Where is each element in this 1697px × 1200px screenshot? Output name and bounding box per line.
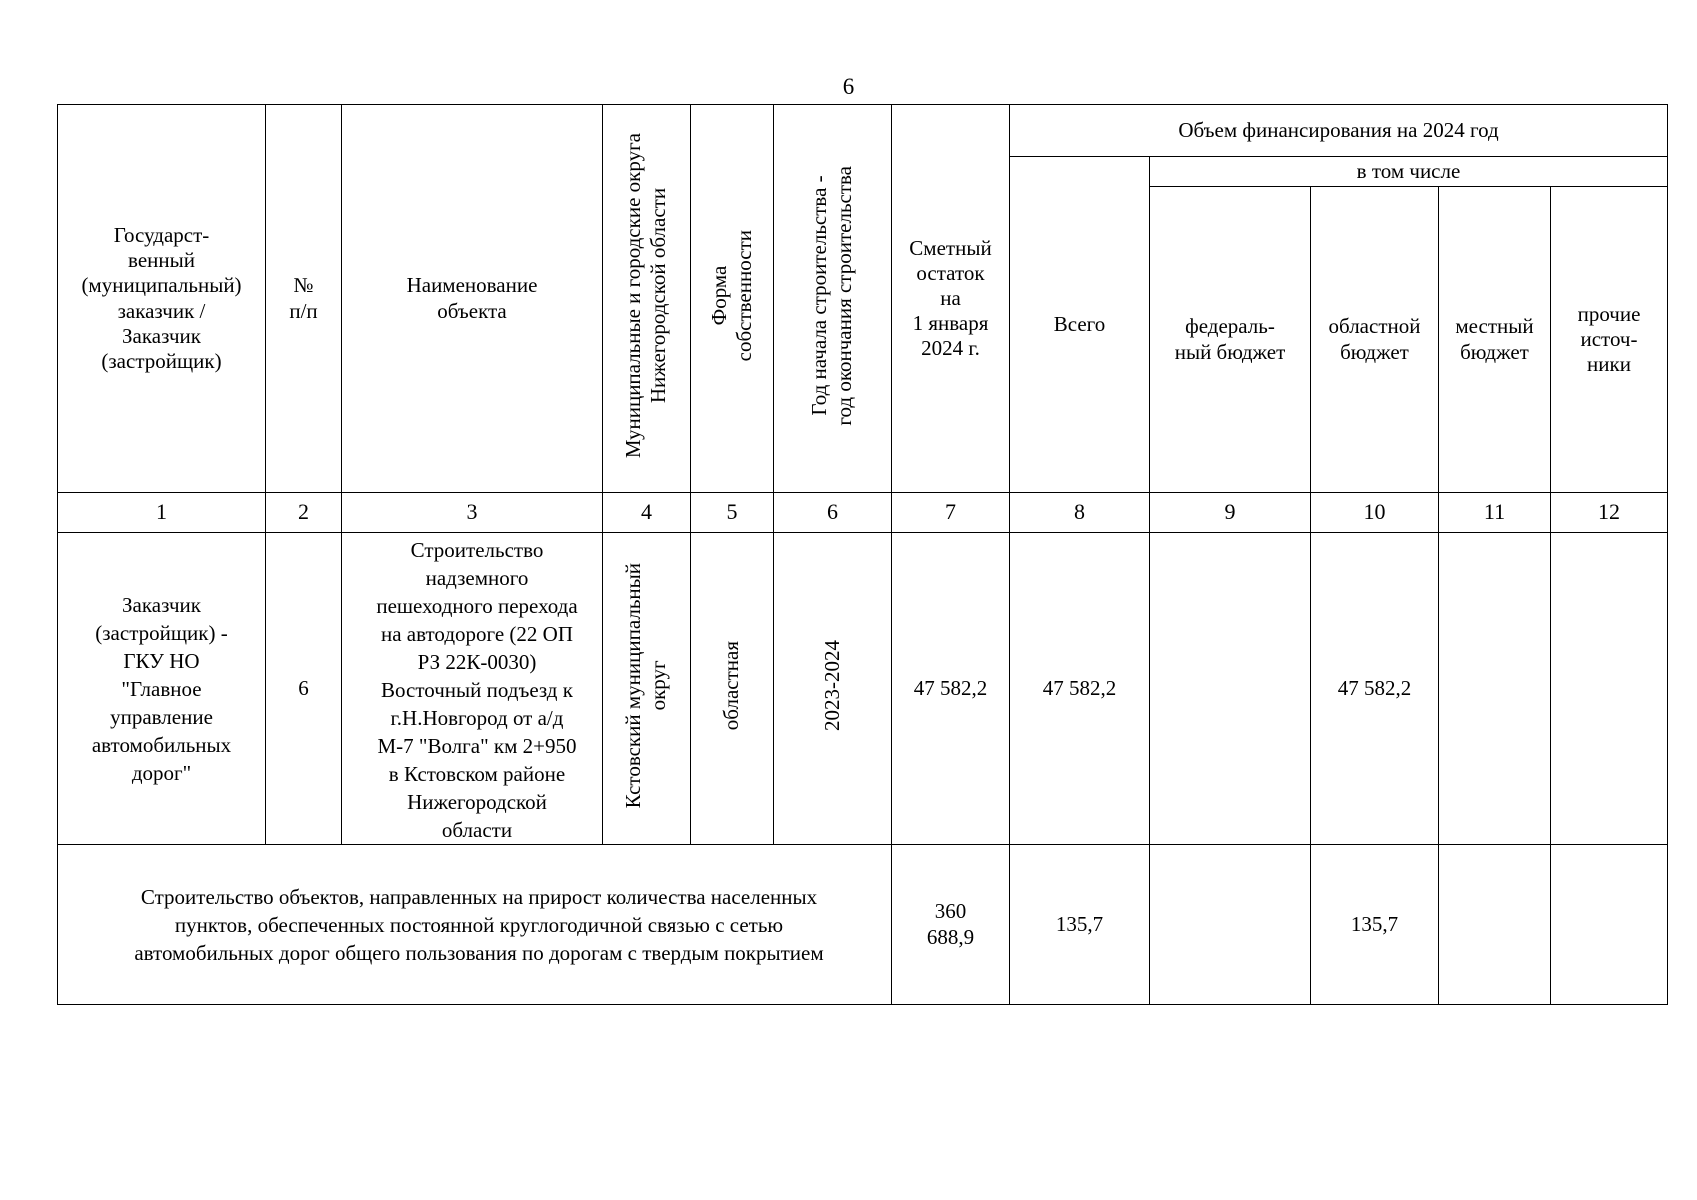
header-customer: Государст- венный (муниципальный) заказчик / Заказчик (застройщик) — [58, 105, 266, 493]
row-total: 47 582,2 — [1010, 533, 1150, 845]
column-number: 3 — [342, 493, 603, 533]
header-local: местный бюджет — [1439, 187, 1551, 493]
row-remaining: 47 582,2 — [892, 533, 1010, 845]
table-row — [58, 533, 1668, 845]
header-number: № п/п — [266, 105, 342, 493]
column-number: 10 — [1311, 493, 1439, 533]
column-number: 5 — [691, 493, 774, 533]
header-other: прочие источ- ники — [1551, 187, 1668, 493]
column-number: 7 — [892, 493, 1010, 533]
header-years: Год начала строительства - год окончания строительства — [774, 105, 892, 493]
row-ownership: областная — [691, 533, 774, 845]
header-federal: федераль- ный бюджет — [1150, 187, 1311, 493]
summary-remaining: 360 688,9 — [892, 845, 1010, 1005]
header-remaining: Сметный остаток на 1 января 2024 г. — [892, 105, 1010, 493]
summary-label: Строительство объектов, направленных на прирост количества населенных пунктов, обеспеченных постоянной круглогодичной связью с сетью автомобильных дорог общего пользования по дорогам с твердым покрытием — [58, 845, 892, 1005]
summary-other — [1551, 845, 1668, 1005]
row-local — [1439, 533, 1551, 845]
summary-federal — [1150, 845, 1311, 1005]
summary-total: 135,7 — [1010, 845, 1150, 1005]
column-number: 9 — [1150, 493, 1311, 533]
row-regional: 47 582,2 — [1311, 533, 1439, 845]
header-regional: областной бюджет — [1311, 187, 1439, 493]
column-number: 2 — [266, 493, 342, 533]
column-number: 6 — [774, 493, 892, 533]
header-funding-group: Объем финансирования на 2024 год — [1010, 105, 1668, 157]
column-numbers-row — [58, 493, 1668, 533]
page-number: 6 — [842, 74, 855, 99]
row-object-name: Строительство надземного пешеходного перехода на автодороге (22 ОП РЗ 22К-0030) Восточный подъезд к г.Н.Новгород от а/д М-7 "Волга" км 2+950 в Кстовском районе Нижегородской области — [342, 533, 603, 845]
row-customer: Заказчик (застройщик) - ГКУ НО "Главное управление автомобильных дорог" — [58, 533, 266, 845]
row-years: 2023-2024 — [774, 533, 892, 845]
row-other — [1551, 533, 1668, 845]
header-object-name: Наименование объекта — [342, 105, 603, 493]
header-total: Всего — [1010, 157, 1150, 493]
summary-local — [1439, 845, 1551, 1005]
column-number: 11 — [1439, 493, 1551, 533]
header-row-1 — [58, 105, 1668, 157]
summary-regional: 135,7 — [1311, 845, 1439, 1005]
column-number: 8 — [1010, 493, 1150, 533]
header-including: в том числе — [1150, 157, 1668, 187]
header-municipality: Муниципальные и городские округа Нижегородской области — [603, 105, 691, 493]
row-municipality: Кстовский муниципальный округ — [603, 533, 691, 845]
row-federal — [1150, 533, 1311, 845]
row-number: 6 — [266, 533, 342, 845]
column-number: 4 — [603, 493, 691, 533]
column-number: 1 — [58, 493, 266, 533]
financing-table — [57, 104, 1668, 1005]
summary-row — [58, 845, 1668, 1005]
column-number: 12 — [1551, 493, 1668, 533]
header-ownership: Форма собственности — [691, 105, 774, 493]
